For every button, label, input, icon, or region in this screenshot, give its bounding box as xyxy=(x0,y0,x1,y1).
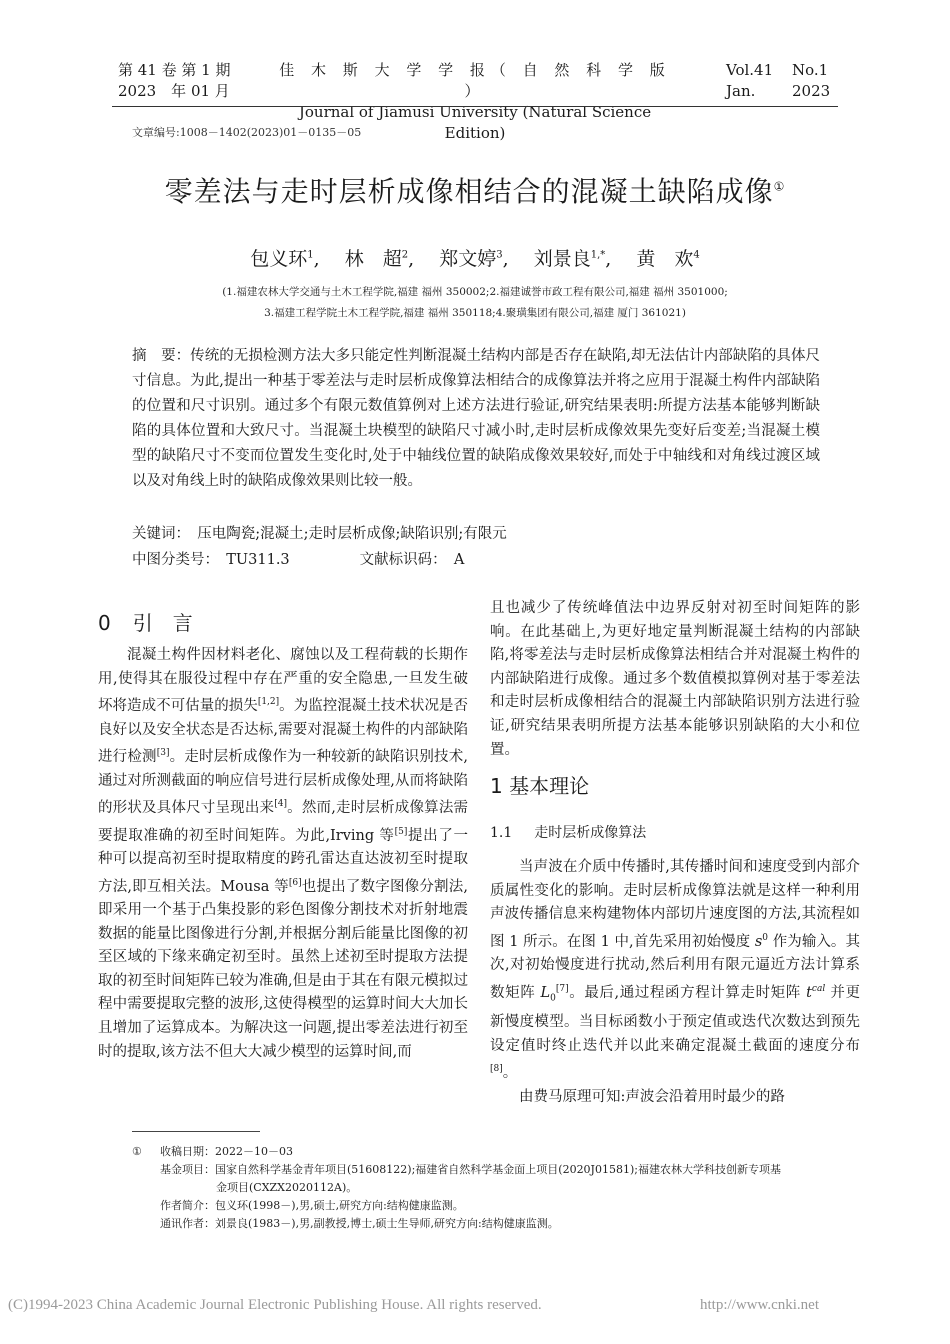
volume-issue-cn: 第 41 卷 第 1 期 xyxy=(118,61,231,79)
keywords-text: 压电陶瓷;混凝土;走时层析成像;缺陷识别;有限元 xyxy=(197,526,507,542)
fund-info: 基金项目：国家自然科学基金青年项目(51608122);福建省自然科学基金面上项目(2020J01581);福建农林大学科技创新专项基 xyxy=(160,1163,781,1176)
section-title: 引 言 xyxy=(132,611,193,635)
text-run: 也提出了数字图像分割法,即采用一个基于凸集投影的彩色图像分割技术对折射地震数据的能量比图像进行分割,并根据分割后能量比图像的初至区域的下缘来确定初至时。虽然上述初至时提取方法提取的初至时间矩阵已较为准确,但是由于其在有限元模拟过程中需要提取完整的波形,这使得模型的运算时间大大加长且增加了运算成本。为解决这一问题,提出零差法进行初至时的提取,该方法不但大大减少模型的运算时间,而 xyxy=(98,878,469,1060)
keywords-label: 关键词： xyxy=(132,526,183,542)
article-number: 文章编号:1008－1402(2023)01－0135－05 xyxy=(132,126,362,139)
citation: [4] xyxy=(274,799,287,810)
right-column-top xyxy=(490,597,860,762)
volume-en: Vol.41 xyxy=(726,61,774,79)
fund-info-continued: 金项目(CXZX2020112A)。 xyxy=(216,1181,358,1194)
author-name: 郑文婷 xyxy=(439,248,497,270)
text-run: 。走时层析成像作为一种较新的缺陷识别技术,通过对所测截面的响应信号进行层析成像处理,从而将缺陷的形状及具体尺寸呈现出来 xyxy=(98,749,469,817)
abstract-label: 摘 要： xyxy=(132,348,191,364)
affiliations-line-1: (1.福建农林大学交通与土木工程学院,福建 福州 350002;2.福建诚誉市政工程有限公司,福建 福州 3501000; xyxy=(222,286,728,298)
citation: [3] xyxy=(156,748,170,759)
author-name: 刘景良 xyxy=(533,248,591,270)
month-en: Jan. xyxy=(726,82,756,100)
text-run: 。最后,通过程函方程计算走时矩阵 xyxy=(568,984,807,1001)
section-number: 0 xyxy=(98,611,111,635)
math-symbol: L xyxy=(540,984,551,1001)
received-date: 收稿日期：2022－10－03 xyxy=(160,1145,293,1158)
issue-en: No.1 xyxy=(792,61,829,79)
section-heading-basic-theory: 1 基本理论 xyxy=(490,774,590,798)
math-superscript: cal xyxy=(811,983,826,994)
theory-paragraph xyxy=(490,856,860,1086)
math-symbol: s xyxy=(754,933,763,950)
text-run: 当声波在介质中传播时,其传播时间和速度受到内部介质属性变化的影响。走时层析成像算法就是这样一种利用声波传播信息来构建物体内部切片速度图的方法,其流程如图 1 所示。在图 1 中,首先采用初始慢度 xyxy=(490,859,860,950)
citation: [1,2] xyxy=(257,697,280,708)
text-run: 。然而,走时层析成像算法需要提取准确的初至时间矩阵。为此,Irving 等 xyxy=(98,800,469,844)
corresponding-author: 通讯作者：刘景良(1983－),男,副教授,博士,硕士生导师,研究方向:结构健康监测。 xyxy=(160,1217,559,1230)
author-list: 包义环$^1$, 林 超$^2$, 郑文婷$^3$, 刘景良$^{1,*}$, 黄 欢$^4$ xyxy=(250,248,700,270)
left-column xyxy=(98,644,468,1064)
author-name: 黄 欢 xyxy=(636,248,694,270)
author-name: 包义环 xyxy=(250,248,308,270)
journal-issue-info-en xyxy=(726,60,830,102)
journal-name-en: Journal of Jiamusi University (Natural Science Edition) xyxy=(298,103,652,142)
text-run: 混凝土构件因材料老化、腐蚀以及工程荷载的长期作用,使得其在服役过程中存在严重的安全隐患,一旦发生破坏将造成不可估量的损失 xyxy=(98,647,468,715)
paper-title-text: 零差法与走时层析成像相结合的混凝土缺陷成像 xyxy=(164,175,774,208)
author-affil-sup: 4 xyxy=(693,249,700,261)
cnki-website: http://www.cnki.net xyxy=(700,1297,820,1313)
text-run: 。为监控混凝土技术状况是否良好以及安全状态是否达标,需要对混凝土构件的内部缺陷进行检测 xyxy=(98,698,469,766)
author-bio: 作者简介：包义环(1998－),男,硕士,研究方向:结构健康监测。 xyxy=(160,1199,464,1212)
header-rule xyxy=(112,106,838,107)
affiliations-line-2: 3.福建工程学院土木工程学院,福建 福州 350118;4.聚璜集团有限公司,福建 厦门 361021) xyxy=(264,307,686,319)
subsection-heading xyxy=(490,822,646,842)
date-cn: 2023 年 01 月 xyxy=(118,82,230,100)
journal-name-cn: 佳 木 斯 大 学 学 报（ 自 然 科 学 版 ） xyxy=(279,61,671,100)
copyright-watermark: (C)1994-2023 China Academic Journal Electronic Publishing House. All rights reserved. xyxy=(8,1297,542,1313)
text-run: 并更新慢度模型。当目标函数小于预定值或迭代次数达到预先设定值时终止迭代并以此来确定混凝土截面的速度分布 xyxy=(490,984,861,1054)
right-column-body xyxy=(490,856,860,1109)
year-en: 2023 xyxy=(792,82,831,100)
intro-paragraph-continued: 且也减少了传统峰值法中边界反射对初至时间矩阵的影响。在此基础上,为更好地定量判断混凝土结构的内部缺陷,将零差法与走时层析成像算法相结合并对混凝土构件的内部缺陷进行成像。通过多个数值模拟算例对基于零差法和走时层析成像相结合的混凝土内部缺陷识别方法进行验证,研究结果表明所提方法基本能够识别缺陷的大小和位置。 xyxy=(490,600,860,758)
citation: [5] xyxy=(394,826,408,837)
author-affil-sup: 2 xyxy=(401,249,409,261)
footnotes xyxy=(132,1143,832,1233)
footnote-mark: ① xyxy=(132,1145,142,1158)
clc-value: TU311.3 xyxy=(226,552,290,568)
intro-paragraph xyxy=(98,644,468,1064)
math-subscript: 0 xyxy=(550,993,556,1004)
title-footnote-mark: ① xyxy=(773,179,786,194)
subsection-title: 走时层析成像算法 xyxy=(534,825,647,841)
journal-issue-info xyxy=(118,60,230,102)
subsection-number: 1.1 xyxy=(490,825,513,841)
abstract xyxy=(132,344,820,494)
text-run: 提出了一种可以提高初至时提取精度的跨孔雷达直达波初至时提取方法,即互相关法。Mousa 等 xyxy=(98,827,469,895)
footnote-rule xyxy=(132,1131,260,1132)
section-heading-introduction xyxy=(98,607,193,636)
math-superscript: 0 xyxy=(762,932,769,943)
author-name: 林 超 xyxy=(344,248,402,270)
author-affil-sup: 1,* xyxy=(590,249,606,261)
clc-label: 中图分类号： xyxy=(132,552,212,568)
text-run: 作为输入。其次,对初始慢度进行扰动,然后利用有限元逼近方法计算系数矩阵 xyxy=(490,933,860,1001)
author-affil-sup: 3 xyxy=(496,249,503,261)
keywords xyxy=(132,522,507,543)
author-affil-sup: 1 xyxy=(307,249,314,261)
citation: [8] xyxy=(490,1064,503,1075)
math-symbol: t xyxy=(806,984,812,1001)
paper-title xyxy=(0,170,950,210)
text-run: 。 xyxy=(502,1065,518,1082)
doc-code-value: A xyxy=(453,552,465,568)
abstract-text: 传统的无损检测方法大多只能定性判断混凝土结构内部是否存在缺陷,却无法估计内部缺陷的具体尺寸信息。为此,提出一种基于零差法与走时层析成像算法相结合的成像算法并将之应用于混凝土构件内部缺陷的位置和尺寸识别。通过多个有限元数值算例对上述方法进行验证,研究结果表明:所提方法基本能够判断缺陷的具体位置和大致尺寸。当混凝土块模型的缺陷尺寸减小时,走时层析成像效果先变好后变差;当混凝土模型的缺陷尺寸不变而位置发生变化时,处于中轴线位置的缺陷成像效果较好,而处于中轴线和对角线过渡区域以及对角线上时的缺陷成像效果则比较一般。 xyxy=(132,348,821,489)
doc-code-label: 文献标识码： xyxy=(359,552,440,568)
classification xyxy=(132,548,464,569)
theory-paragraph: 由费马原理可知:声波会沿着用时最少的路 xyxy=(519,1088,785,1105)
citation: [7] xyxy=(555,983,569,994)
citation: [6] xyxy=(288,877,302,888)
